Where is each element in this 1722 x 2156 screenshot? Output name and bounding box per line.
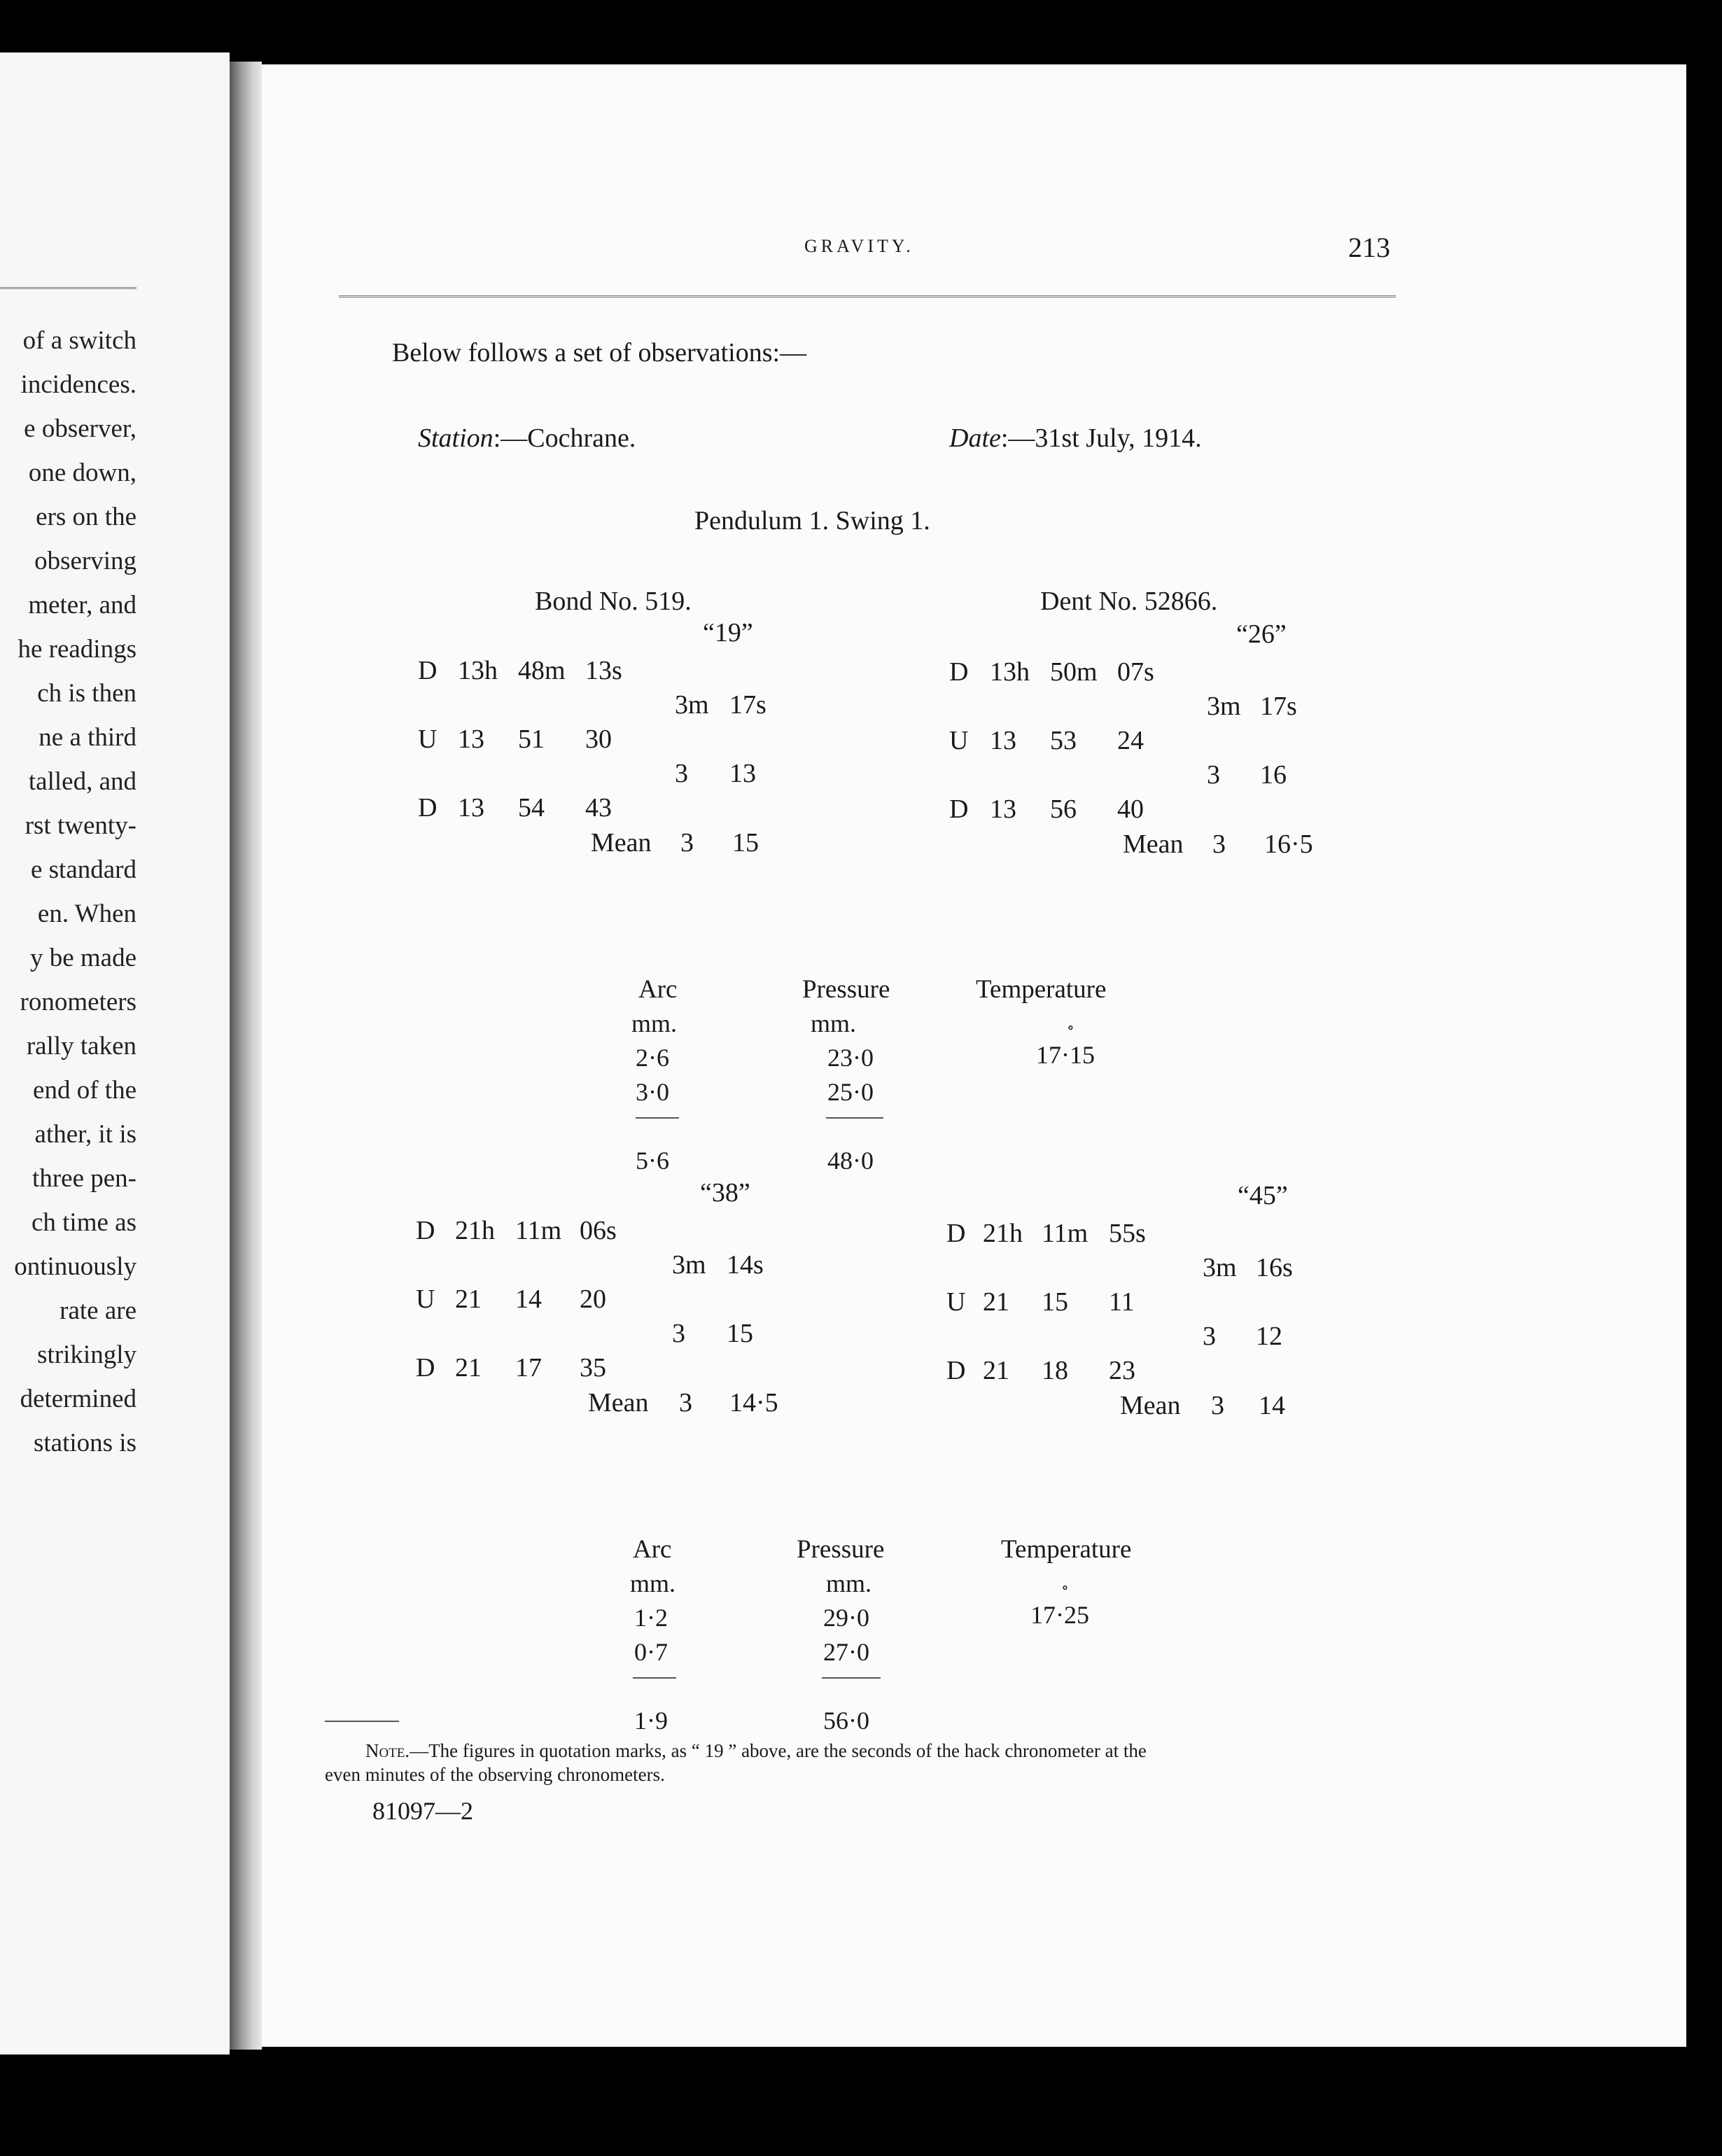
- intro-text: Below follows a set of observations:—: [392, 338, 807, 368]
- left-header-rule: [0, 287, 136, 292]
- bond-hack-seconds-2: “38”: [700, 1178, 750, 1208]
- minutes: 11m: [515, 1216, 562, 1245]
- seconds: 06s: [580, 1216, 617, 1245]
- interval-seconds: 17s: [1260, 692, 1297, 721]
- left-page-line: en. When: [37, 899, 136, 928]
- temperature-title: Temperature: [1001, 1535, 1132, 1564]
- left-page-line: of a switch: [22, 326, 136, 355]
- direction-letter: D: [949, 794, 969, 824]
- direction-letter: D: [418, 793, 438, 822]
- temperature-value: 17·25: [1030, 1601, 1089, 1629]
- seconds: 23: [1109, 1356, 1135, 1385]
- arc-value: 2·6: [636, 1044, 669, 1072]
- left-page-line: incidences.: [20, 370, 136, 399]
- left-page-line: meter, and: [28, 591, 136, 620]
- pressure-total: 56·0: [823, 1707, 869, 1735]
- minutes: 15: [1042, 1287, 1068, 1317]
- interval-seconds: 16s: [1256, 1253, 1293, 1282]
- direction-letter: D: [946, 1219, 966, 1248]
- mean-minutes: 3: [680, 828, 694, 858]
- seconds: 55s: [1109, 1219, 1146, 1248]
- arc-unit: mm.: [630, 1569, 676, 1597]
- mean-label: Mean: [588, 1388, 649, 1418]
- seconds: 43: [585, 793, 612, 822]
- interval-minutes: 3: [1207, 760, 1220, 790]
- running-title: GRAVITY.: [804, 236, 914, 256]
- interval-seconds: 17s: [729, 690, 766, 720]
- minutes: 54: [518, 793, 545, 822]
- left-page-line: rally taken: [26, 1032, 136, 1060]
- station-label: Station: [418, 424, 493, 453]
- interval-seconds: 15: [727, 1319, 753, 1348]
- bond-hack-seconds: “19”: [703, 618, 753, 648]
- hours: 21: [455, 1284, 482, 1314]
- arc-title: Arc: [638, 975, 678, 1004]
- arc-sum-rule: [636, 1117, 679, 1119]
- direction-letter: D: [416, 1353, 435, 1382]
- left-page-line: strikingly: [37, 1340, 136, 1369]
- hours: 21h: [455, 1216, 495, 1245]
- left-page-line: ronometers: [20, 988, 136, 1016]
- hours: 21: [983, 1356, 1009, 1385]
- arc-title: Arc: [633, 1535, 672, 1564]
- interval-minutes: 3m: [1207, 692, 1241, 721]
- left-page-line: e standard: [30, 855, 136, 884]
- temperature-value: 17·15: [1036, 1041, 1095, 1069]
- seconds: 40: [1117, 794, 1144, 824]
- temperature-title: Temperature: [976, 975, 1107, 1004]
- hours: 13h: [458, 656, 498, 685]
- bond-title: Bond No. 519.: [535, 587, 692, 616]
- pressure-value: 29·0: [823, 1604, 869, 1632]
- seconds: 24: [1117, 726, 1144, 755]
- footnote-text-1: —The figures in quotation marks, as “ 19 ” above, are the seconds of the hack chronometer at the: [410, 1740, 1147, 1761]
- degree-symbol: ∘: [1061, 1578, 1069, 1596]
- mean-seconds: 14: [1259, 1391, 1285, 1420]
- interval-seconds: 13: [729, 759, 756, 788]
- mean-label: Mean: [1120, 1391, 1181, 1420]
- date-line: [949, 423, 1202, 454]
- direction-letter: D: [949, 657, 969, 687]
- seconds: 30: [585, 724, 612, 754]
- left-page-line: one down,: [28, 458, 136, 487]
- left-page-line: y be made: [29, 944, 136, 972]
- minutes: 14: [515, 1284, 542, 1314]
- minutes: 11m: [1042, 1219, 1088, 1248]
- right-page: [262, 64, 1686, 2047]
- minutes: 18: [1042, 1356, 1068, 1385]
- arc-value: 0·7: [634, 1638, 668, 1666]
- interval-minutes: 3m: [675, 690, 709, 720]
- seconds: 13s: [585, 656, 622, 685]
- pressure-title: Pressure: [797, 1535, 885, 1564]
- seconds: 07s: [1117, 657, 1154, 687]
- arc-total: 5·6: [636, 1147, 669, 1175]
- direction-letter: D: [416, 1216, 435, 1245]
- interval-minutes: 3: [1203, 1322, 1216, 1351]
- mean-minutes: 3: [1212, 830, 1226, 859]
- arc-total: 1·9: [634, 1707, 668, 1735]
- seconds: 20: [580, 1284, 606, 1314]
- page-number: 213: [1348, 232, 1390, 263]
- hours: 21h: [983, 1219, 1023, 1248]
- arc-sum-rule: [633, 1677, 676, 1679]
- footnote-line-2: even minutes of the observing chronometers.: [325, 1764, 665, 1785]
- direction-letter: U: [949, 726, 969, 755]
- left-page-line: rst twenty-: [24, 811, 136, 840]
- direction-letter: D: [418, 656, 438, 685]
- interval-minutes: 3: [675, 759, 688, 788]
- left-page-line: stations is: [34, 1429, 136, 1457]
- left-page-line: determined: [20, 1385, 136, 1413]
- header-rule: [339, 295, 1396, 300]
- station-value: :—Cochrane.: [493, 424, 636, 453]
- left-page-line: end of the: [33, 1076, 136, 1105]
- direction-letter: U: [418, 724, 438, 754]
- date-label: Date: [949, 424, 1001, 453]
- left-page-line: ers on the: [36, 503, 136, 531]
- minutes: 56: [1050, 794, 1077, 824]
- left-page-line: ch time as: [31, 1208, 136, 1237]
- hours: 13: [458, 724, 484, 754]
- pressure-title: Pressure: [802, 975, 890, 1004]
- pressure-sum-rule: [822, 1677, 881, 1679]
- minutes: 50m: [1050, 657, 1098, 687]
- pressure-unit: mm.: [811, 1009, 857, 1037]
- hours: 13h: [990, 657, 1030, 687]
- seconds: 35: [580, 1353, 606, 1382]
- seconds: 11: [1109, 1287, 1135, 1317]
- interval-seconds: 14s: [727, 1250, 764, 1280]
- dent-hack-seconds: “26”: [1236, 620, 1287, 649]
- hours: 21: [455, 1353, 482, 1382]
- pressure-value: 27·0: [823, 1638, 869, 1666]
- left-page-line: ch is then: [37, 679, 136, 708]
- minutes: 53: [1050, 726, 1077, 755]
- direction-letter: U: [416, 1284, 435, 1314]
- dent-title: Dent No. 52866.: [1040, 587, 1218, 616]
- left-page-line: observing: [34, 547, 136, 575]
- pressure-total: 48·0: [827, 1147, 874, 1175]
- printer-signature: 81097—2: [372, 1797, 473, 1825]
- pressure-value: 25·0: [827, 1078, 874, 1106]
- station-line: [418, 423, 636, 454]
- direction-letter: U: [946, 1287, 966, 1317]
- mean-label: Mean: [1123, 830, 1184, 859]
- left-page-line: ather, it is: [34, 1120, 136, 1149]
- arc-unit: mm.: [631, 1009, 678, 1037]
- minutes: 17: [515, 1353, 542, 1382]
- interval-minutes: 3m: [672, 1250, 706, 1280]
- interval-seconds: 12: [1256, 1322, 1282, 1351]
- interval-seconds: 16: [1260, 760, 1287, 790]
- left-page-line: ontinuously: [14, 1252, 136, 1281]
- hours: 13: [458, 793, 484, 822]
- pendulum-swing-title: Pendulum 1. Swing 1.: [694, 506, 930, 536]
- left-page-line: e observer,: [24, 414, 136, 443]
- degree-symbol: ∘: [1067, 1018, 1074, 1036]
- mean-seconds: 14·5: [729, 1388, 778, 1418]
- pressure-unit: mm.: [826, 1569, 872, 1597]
- mean-seconds: 16·5: [1264, 830, 1313, 859]
- direction-letter: D: [946, 1356, 966, 1385]
- interval-minutes: 3m: [1203, 1253, 1237, 1282]
- interval-minutes: 3: [672, 1319, 685, 1348]
- dent-hack-seconds-2: “45”: [1238, 1181, 1288, 1210]
- arc-value: 1·2: [634, 1604, 668, 1632]
- left-page-line: he readings: [18, 635, 136, 664]
- mean-seconds: 15: [732, 828, 759, 858]
- hours: 21: [983, 1287, 1009, 1317]
- footnote-rule: [325, 1721, 399, 1722]
- mean-label: Mean: [591, 828, 652, 858]
- left-page-line: talled, and: [28, 767, 136, 796]
- book-gutter: [230, 62, 262, 2050]
- left-page: [0, 52, 230, 2054]
- mean-minutes: 3: [1211, 1391, 1224, 1420]
- footnote-label: Note.: [365, 1740, 410, 1761]
- arc-value: 3·0: [636, 1078, 669, 1106]
- hours: 13: [990, 726, 1016, 755]
- left-page-line: three pen-: [32, 1164, 136, 1193]
- left-page-line: ne a third: [38, 723, 136, 752]
- mean-minutes: 3: [679, 1388, 692, 1418]
- hours: 13: [990, 794, 1016, 824]
- pressure-value: 23·0: [827, 1044, 874, 1072]
- footnote-line-1: [365, 1740, 1147, 1762]
- pressure-sum-rule: [826, 1117, 883, 1119]
- minutes: 48m: [518, 656, 566, 685]
- minutes: 51: [518, 724, 545, 754]
- date-value: :—31st July, 1914.: [1000, 424, 1202, 453]
- left-page-line: rate are: [59, 1296, 136, 1325]
